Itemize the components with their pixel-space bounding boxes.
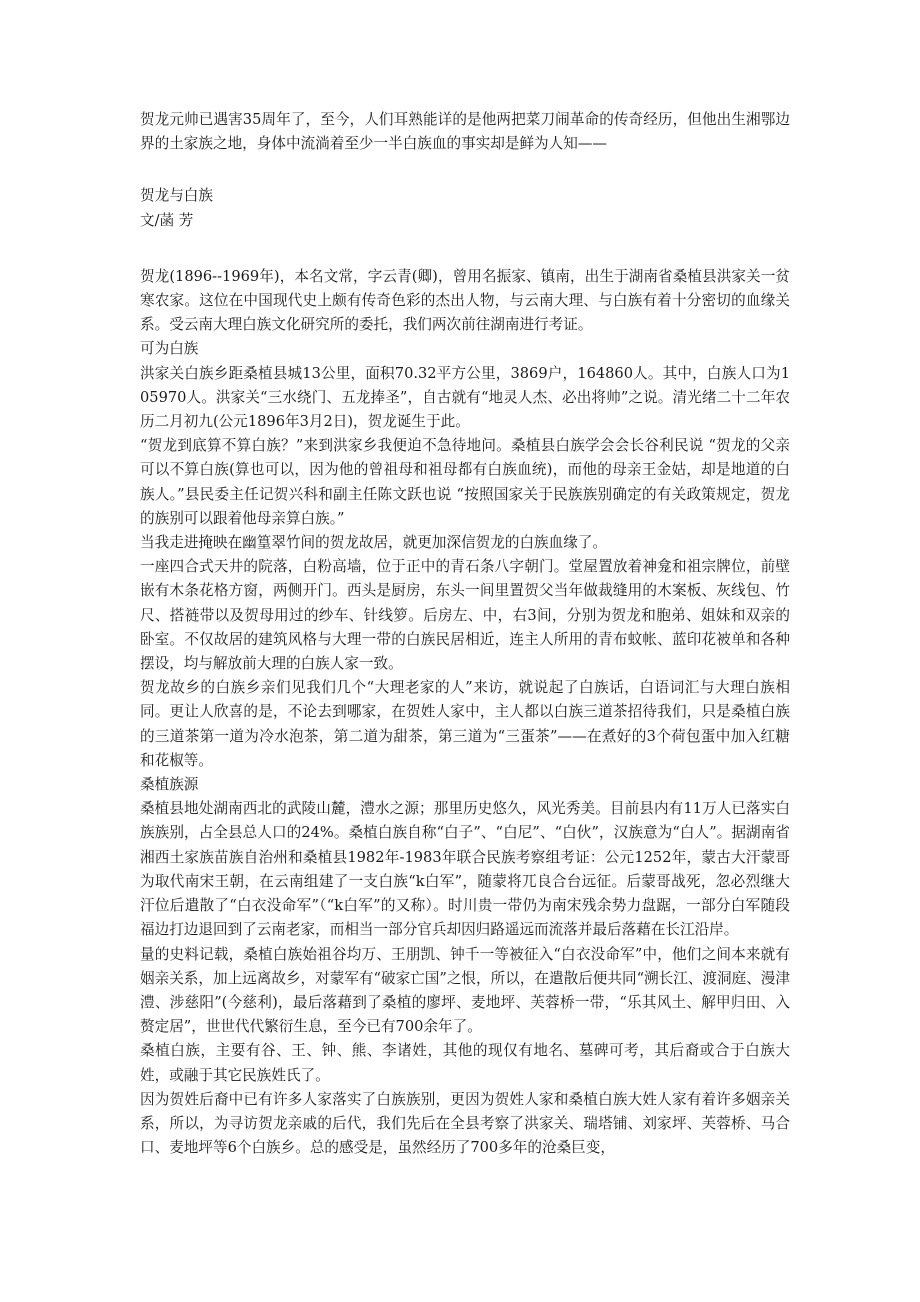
body-paragraph: 桑植县地处湖南西北的武陵山麓，澧水之源；那里历史悠久，风光秀美。目前县内有11万人已落实白族族别，占全县总人口的24%。桑植白族自称“白子”、“白尼”、“白伙”，汉族意为“白人”。据湖南省湘西土家族苗族自治州和桑植县1982年-1983年联合民族考察组考证：公元1252年，蒙古大汗蒙哥为取代南宋王朝，在云南组建了一支白族“k白军”，随蒙将兀良合台远征。后蒙哥战死，忽必烈继大汗位后遣散了“白衣没命军”（“k白军”的又称）。时川贵一带仍为南宋残余势力盘踞，一部分白军随段福边打边退回到了云南老家，而相当一部分官兵却因归路遥远而流落并最后落藉在长江沿岸。 — [140, 800, 790, 939]
body-paragraph: 量的史料记载，桑植白族始祖谷均万、王朋凯、钟千一等被征入“白衣没命军”中，他们之间本来就有姻亲关系，加上远离故乡，对蒙军有“破家亡国”之恨，所以，在遣散后便共同“溯长江、渡洞庭、漫津澧、涉慈阳”(今慈利)，最后落藉到了桑植的廖坪、麦地坪、芙蓉桥一带，“乐其风土、解甲归田、入赘定居”，世世代代繁衍生息，至今已有700余年了。 — [140, 945, 790, 1036]
body-paragraph: 洪家关白族乡距桑植县城13公里，面积70.32平方公里，3869户，164860人。其中，白族人口为105970人。洪家关“三水绕门、五龙捧圣”，自古就有“地灵人杰、必出将帅”之说。清光绪二十二年农历二月初九(公元1896年3月2日)，贺龙诞生于此。 — [140, 364, 790, 431]
body-paragraph: “贺龙到底算不算白族？”来到洪家乡我便迫不急待地问。桑植县白族学会会长谷利民说 “贺龙的父亲可以不算白族(算也可以，因为他的曾祖母和祖母都有白族血统)，而他的母亲王金姑，却是地道的白族人。”县民委主任记贺兴科和副主任陈文跃也说 “按照国家关于民族族别确定的有关政策规定，贺龙的族别可以跟着他母亲算白族。” — [140, 437, 790, 527]
document-page — [140, 108, 790, 1160]
section-heading: 可为白族 — [140, 340, 199, 358]
article-author: 文/菡 芳 — [140, 211, 194, 229]
section-heading: 桑植族源 — [140, 776, 199, 794]
body-paragraph: 桑植白族，主要有谷、王、钟、熊、李诸姓，其他的现仅有地名、墓碑可考，其后裔或合于白族大姓，或融于其它民族姓氏了。 — [140, 1042, 790, 1084]
intro-paragraph: 贺龙元帅已遇害35周年了，至今，人们耳熟能详的是他两把菜刀闹革命的传奇经历，但他出生湘鄂边界的土家族之地，身体中流淌着至少一半白族血的事实却是鲜为人知—— — [140, 111, 790, 153]
body-paragraph: 一座四合式天井的院落，白粉高墙，位于正中的青石条八字朝门。堂屋置放着神龛和祖宗牌位，前壁嵌有木条花格方窗，两侧开门。西头是厨房，东头一间里置贺父当年做裁缝用的木案板、灰线包、竹尺、搭裢带以及贺母用过的纱车、针线箩。后房左、中，右3间，分别为贺龙和胞弟、姐妹和双亲的卧室。不仅故居的建筑风格与大理一带的白族民居相近，连主人所用的青布蚊帐、蓝印花被单和各种摆设，均与解放前大理的白族人家一致。 — [140, 558, 790, 673]
body-paragraph: 贺龙故乡的白族乡亲们见我们几个“大理老家的人”来访，就说起了白族话，白语词汇与大理白族相同。更让人欣喜的是，不论去到哪家，在贺姓人家中，主人都以白族三道茶招待我们，只是桑植白族的三道茶第一道为冷水泡茶，第二道为甜茶，第三道为“三蛋茶”——在煮好的3个荷包蛋中加入红糖和花椒等。 — [140, 679, 790, 769]
article-title: 贺龙与白族 — [140, 187, 213, 205]
spacer — [140, 156, 790, 184]
body-paragraph: 因为贺姓后裔中已有许多人家落实了白族族别，更因为贺姓人家和桑植白族大姓人家有着许多姻亲关系，所以，为寻访贺龙亲戚的后代，我们先后在全县考察了洪家关、瑞塔铺、刘家坪、芙蓉桥、马合口、麦地坪等6个白族乡。总的感受是，虽然经历了700多年的沧桑巨变， — [140, 1090, 790, 1157]
body-paragraph: 当我走进掩映在幽篁翠竹间的贺龙故居，就更加深信贺龙的白族血缘了。 — [140, 534, 608, 552]
spacer — [140, 233, 790, 265]
body-paragraph: 贺龙(1896--1969年)，本名文常，字云青(卿)，曾用名振家、镇南，出生于湖南省桑植县洪家关一贫寒农家。这位在中国现代史上颇有传奇色彩的杰出人物，与云南大理、与白族有着十分密切的血缘关系。受云南大理白族文化研究所的委托，我们两次前往湖南进行考证。 — [140, 267, 790, 334]
